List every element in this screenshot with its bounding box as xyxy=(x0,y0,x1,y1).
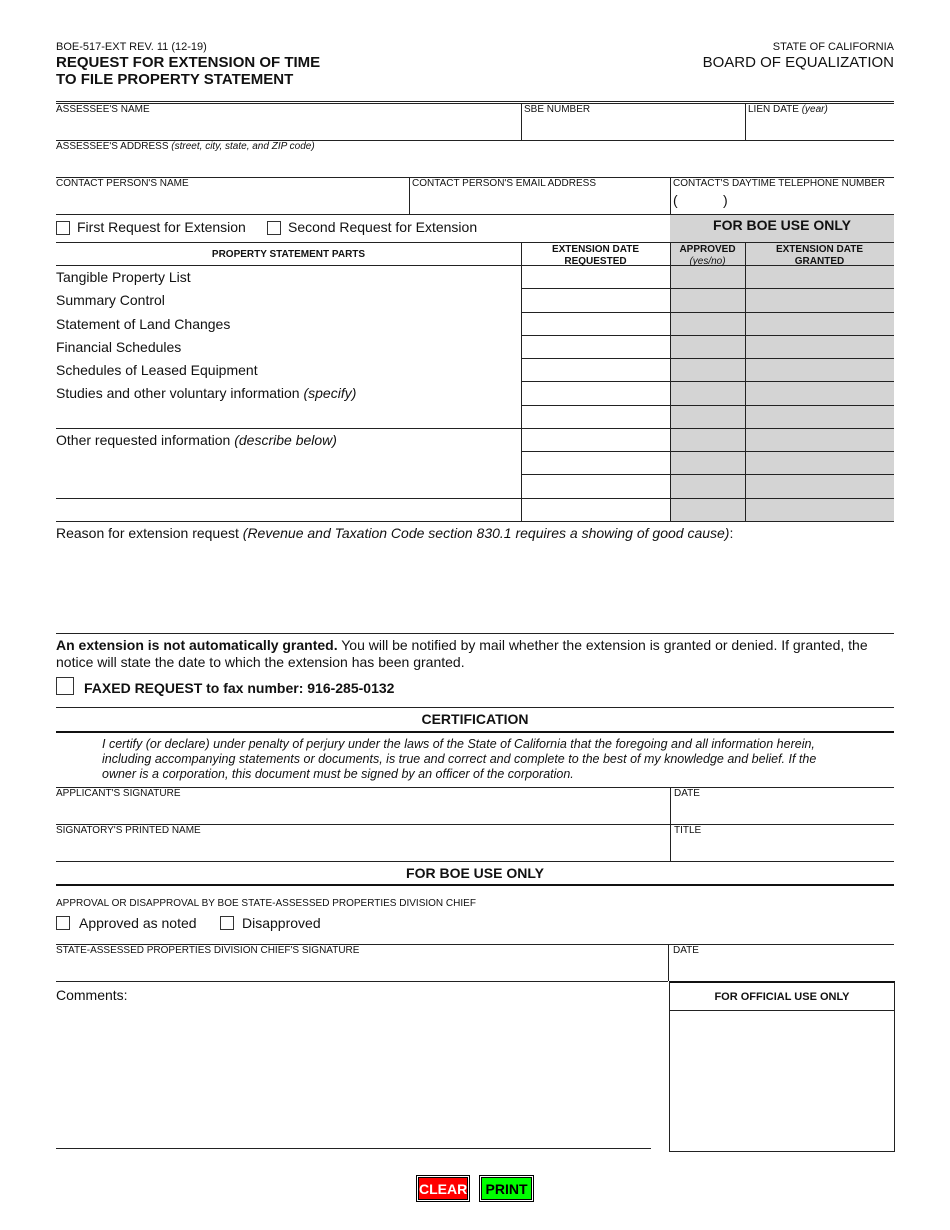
sbe-number-label: SBE NUMBER xyxy=(524,104,591,115)
table-row-divider xyxy=(56,521,894,522)
table-row-label: Studies and other voluntary information (specify) xyxy=(56,385,357,402)
divider xyxy=(56,981,668,982)
reason-textarea[interactable] xyxy=(58,546,890,628)
extension-date-requested-input[interactable] xyxy=(525,478,667,495)
table-row-label: Summary Control xyxy=(56,292,165,309)
comments-label: Comments: xyxy=(56,987,128,1003)
table-row-divider xyxy=(521,358,894,359)
lien-date-input[interactable] xyxy=(749,119,889,137)
printed-name-label: SIGNATORY'S PRINTED NAME xyxy=(56,825,201,836)
certification-heading: CERTIFICATION xyxy=(421,711,529,727)
form-title-line2: TO FILE PROPERTY STATEMENT xyxy=(56,71,294,88)
contact-email-label: CONTACT PERSON'S EMAIL ADDRESS xyxy=(412,178,596,189)
approved-label: Approved as noted xyxy=(79,915,197,931)
comments-textarea[interactable] xyxy=(58,1008,646,1144)
table-row-label: Schedules of Leased Equipment xyxy=(56,362,258,378)
first-request-checkbox[interactable] xyxy=(56,221,70,235)
table-row-divider xyxy=(56,428,894,429)
title-label: TITLE xyxy=(674,825,702,836)
chief-signature-label: STATE-ASSESSED PROPERTIES DIVISION CHIEF'S SIGNATURE xyxy=(56,945,360,956)
applicant-signature-label: APPLICANT'S SIGNATURE xyxy=(56,788,181,799)
table-row-label: Statement of Land Changes xyxy=(56,315,231,332)
extension-date-requested-input[interactable] xyxy=(525,432,667,449)
sbe-number-input[interactable] xyxy=(525,119,740,137)
chief-date-input[interactable] xyxy=(674,960,889,978)
second-request-checkbox[interactable] xyxy=(267,221,281,235)
extension-date-requested-input[interactable] xyxy=(525,502,667,519)
divider xyxy=(56,884,894,886)
divider xyxy=(745,242,746,522)
extension-date-requested-input[interactable] xyxy=(525,316,667,333)
chief-date-label: DATE xyxy=(673,945,699,956)
divider xyxy=(56,861,894,862)
address-input[interactable] xyxy=(58,156,888,174)
divider xyxy=(521,242,522,522)
table-row-divider xyxy=(521,335,894,336)
print-button[interactable]: PRINT xyxy=(481,1177,532,1200)
disapproved-label: Disapproved xyxy=(242,915,321,931)
lien-date-label: LIEN DATE (year) xyxy=(748,104,828,115)
divider xyxy=(670,242,671,522)
col-header-requested: EXTENSION DATE REQUESTED xyxy=(551,244,640,267)
clear-button[interactable]: CLEAR xyxy=(418,1177,468,1200)
divider xyxy=(668,944,669,981)
approved-checkbox[interactable] xyxy=(56,916,70,930)
extension-date-requested-input[interactable] xyxy=(525,409,667,426)
notice-text: An extension is not automatically granted. You will be notified by mail whether the extension is granted or denied. If granted, the notice will state the date to which the extension has been granted. xyxy=(56,637,868,670)
address-label: ASSESSEE'S ADDRESS (street, city, state, and ZIP code) xyxy=(56,141,315,152)
table-row-divider xyxy=(521,405,894,406)
contact-name-label: CONTACT PERSON'S NAME xyxy=(56,178,189,189)
certification-text: I certify (or declare) under penalty of perjury under the laws of the State of California that the foregoing and all information herein, including accompanying statements or documents, is true and correct and complete to the best of my knowledge and belief. If the owner is a corporation, this document must be signed by an officer of the corporation. xyxy=(102,737,817,781)
table-row-divider xyxy=(521,312,894,313)
table-row-divider xyxy=(521,474,894,475)
agency-name: BOARD OF EQUALIZATION xyxy=(702,54,894,71)
extension-date-requested-input[interactable] xyxy=(525,339,667,356)
extension-date-requested-input[interactable] xyxy=(525,385,667,402)
faxed-request-checkbox[interactable] xyxy=(56,677,74,695)
reason-label: Reason for extension request (Revenue and Taxation Code section 830.1 requires a showing of good cause): xyxy=(56,525,734,541)
col-header-parts: PROPERTY STATEMENT PARTS xyxy=(211,249,366,260)
applicant-signature-input[interactable] xyxy=(58,802,663,820)
phone-area-code-input[interactable] xyxy=(682,193,720,210)
contact-phone-label: CONTACT'S DAYTIME TELEPHONE NUMBER xyxy=(673,178,885,189)
table-row-label: Tangible Property List xyxy=(56,269,191,285)
second-request-label: Second Request for Extension xyxy=(288,219,478,235)
phone-paren-close: ) xyxy=(723,192,728,208)
state-name: STATE OF CALIFORNIA xyxy=(772,41,894,53)
contact-email-input[interactable] xyxy=(413,193,665,211)
table-row-divider xyxy=(521,288,894,289)
extension-date-requested-input[interactable] xyxy=(525,455,667,472)
divider xyxy=(56,707,894,708)
divider xyxy=(56,1148,651,1149)
table-row-divider xyxy=(521,381,894,382)
assessee-name-input[interactable] xyxy=(58,119,513,137)
form-title-line1: REQUEST FOR EXTENSION OF TIME xyxy=(56,54,321,71)
divider xyxy=(56,633,894,634)
assessee-name-label: ASSESSEE'S NAME xyxy=(56,104,150,115)
form-number: BOE-517-EXT REV. 11 (12-19) xyxy=(56,41,207,53)
table-row-label: Financial Schedules xyxy=(56,338,182,355)
phone-paren-open: ( xyxy=(673,192,678,208)
table-row-label: Other requested information (describe below) xyxy=(56,431,337,448)
disapproved-checkbox[interactable] xyxy=(220,916,234,930)
divider xyxy=(56,242,894,243)
col-header-approved: APPROVED (yes/no) xyxy=(679,244,736,267)
title-input[interactable] xyxy=(675,840,889,858)
phone-number-input[interactable] xyxy=(735,193,885,210)
table-row-divider xyxy=(521,451,894,452)
boe-section-heading: FOR BOE USE ONLY xyxy=(406,865,544,881)
divider xyxy=(670,177,671,214)
chief-signature-input[interactable] xyxy=(58,960,661,978)
printed-name-input[interactable] xyxy=(58,840,663,858)
extension-date-requested-input[interactable] xyxy=(525,269,667,286)
official-use-box xyxy=(669,981,895,1152)
applicant-date-input[interactable] xyxy=(675,802,889,820)
divider xyxy=(56,101,894,102)
divider xyxy=(409,177,410,214)
applicant-date-label: DATE xyxy=(674,788,700,799)
first-request-label: First Request for Extension xyxy=(77,219,246,235)
approval-label: APPROVAL OR DISAPPROVAL BY BOE STATE-ASSESSED PROPERTIES DIVISION CHIEF xyxy=(56,898,476,909)
contact-name-input[interactable] xyxy=(58,193,403,211)
divider xyxy=(521,103,522,140)
table-row-divider xyxy=(56,498,894,499)
boe-use-only-heading: FOR BOE USE ONLY xyxy=(713,217,851,233)
divider xyxy=(56,787,894,788)
col-header-granted: EXTENSION DATE GRANTED xyxy=(775,244,864,267)
extension-date-requested-input[interactable] xyxy=(525,292,667,309)
divider xyxy=(745,103,746,140)
extension-date-requested-input[interactable] xyxy=(525,362,667,379)
faxed-request-label: FAXED REQUEST to fax number: 916-285-0132 xyxy=(84,680,395,696)
divider xyxy=(56,731,894,733)
official-use-heading: FOR OFFICIAL USE ONLY xyxy=(670,983,894,1011)
